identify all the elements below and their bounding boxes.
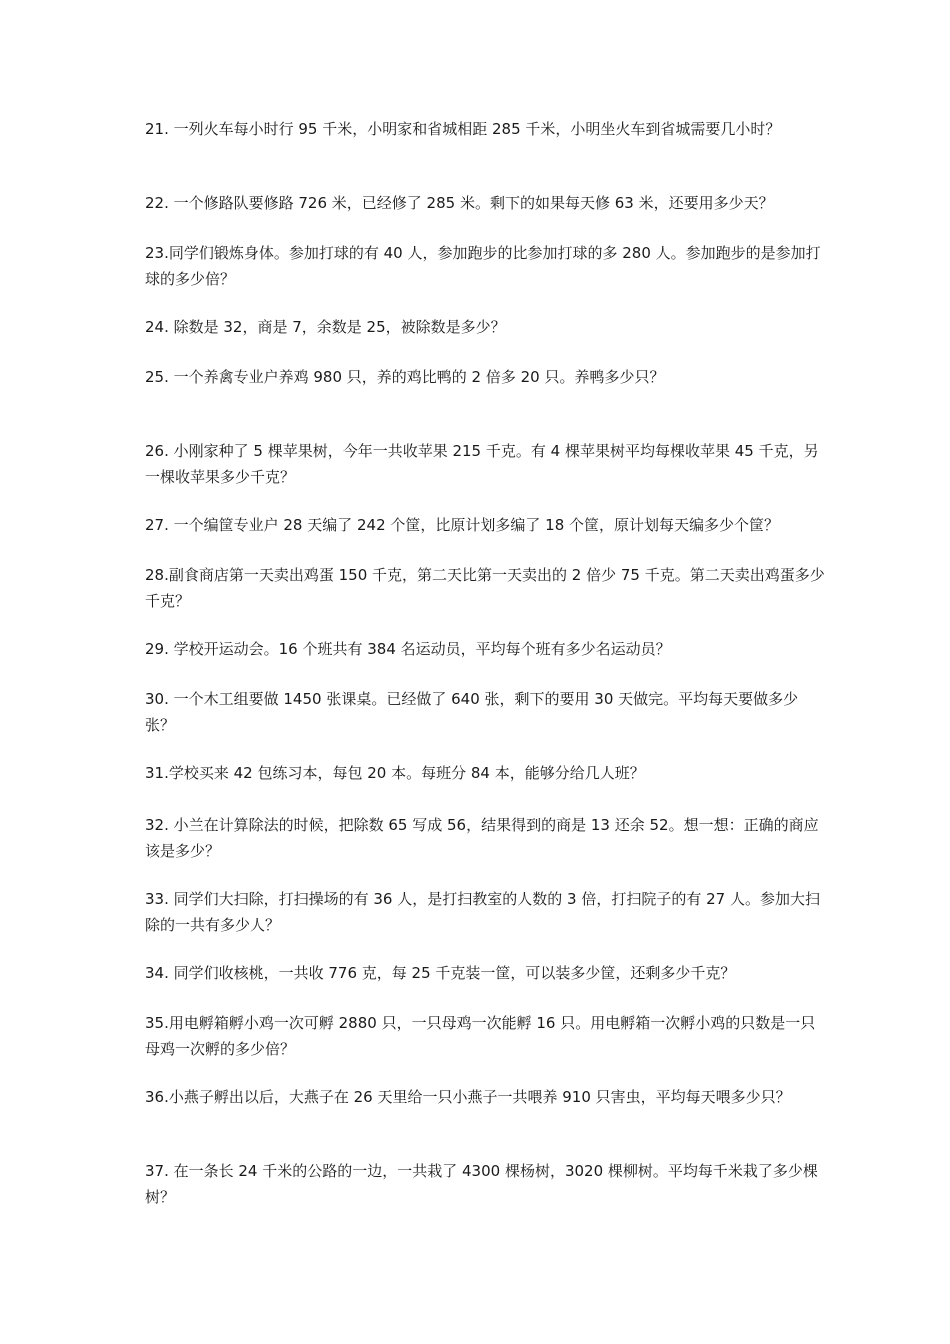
question-23: 23.同学们锻炼身体。参加打球的有 40 人，参加跑步的比参加打球的多 280 人。参加跑步的是参加打球的多少倍？ [145,244,821,288]
question-30: 30. 一个木工组要做 1450 张课桌。已经做了 640 张，剩下的要用 30 天做完。平均每天要做多少张？ [145,690,799,734]
question-33: 33. 同学们大扫除，打扫操场的有 36 人，是打扫教室的人数的 3 倍，打扫院子的有 27 人。参加大扫除的一共有多少人？ [145,890,820,934]
question-29: 29. 学校开运动会。16 个班共有 384 名运动员，平均每个班有多少名运动员？ [145,640,671,658]
question-35: 35.用电孵箱孵小鸡一次可孵 2880 只，一只母鸡一次能孵 16 只。用电孵箱一次孵小鸡的只数是一只母鸡一次孵的多少倍？ [145,1014,816,1058]
question-31: 31.学校买来 42 包练习本，每包 20 本。每班分 84 本，能够分给几人班？ [145,764,645,782]
question-34: 34. 同学们收核桃，一共收 776 克，每 25 千克装一筐，可以装多少筐，还剩多少千克？ [145,964,736,982]
question-36: 36.小燕子孵出以后，大燕子在 26 天里给一只小燕子一共喂养 910 只害虫，平均每天喂多少只？ [145,1088,791,1106]
question-21: 21. 一列火车每小时行 95 千米，小明家和省城相距 285 千米，小明坐火车到省城需要几小时？ [145,120,781,138]
question-37: 37. 在一条长 24 千米的公路的一边，一共栽了 4300 棵杨树，3020 棵柳树。平均每千米栽了多少棵树？ [145,1162,818,1206]
question-27: 27. 一个编筐专业户 28 天编了 242 个筐，比原计划多编了 18 个筐，原计划每天编多少个筐？ [145,516,780,534]
question-32: 32. 小兰在计算除法的时候，把除数 65 写成 56，结果得到的商是 13 还余 52。想一想：正确的商应该是多少？ [145,816,819,860]
question-28: 28.副食商店第一天卖出鸡蛋 150 千克，第二天比第一天卖出的 2 倍少 75 千克。第二天卖出鸡蛋多少千克？ [145,566,825,610]
question-24: 24. 除数是 32，商是 7，余数是 25，被除数是多少？ [145,318,506,336]
question-25: 25. 一个养禽专业户养鸡 980 只，养的鸡比鸭的 2 倍多 20 只。养鸭多少只？ [145,368,665,386]
question-22: 22. 一个修路队要修路 726 米，已经修了 285 米。剩下的如果每天修 63 米，还要用多少天？ [145,194,774,212]
question-26: 26. 小刚家种了 5 棵苹果树，今年一共收苹果 215 千克。有 4 棵苹果树平均每棵收苹果 45 千克，另一棵收苹果多少千克？ [145,442,819,486]
